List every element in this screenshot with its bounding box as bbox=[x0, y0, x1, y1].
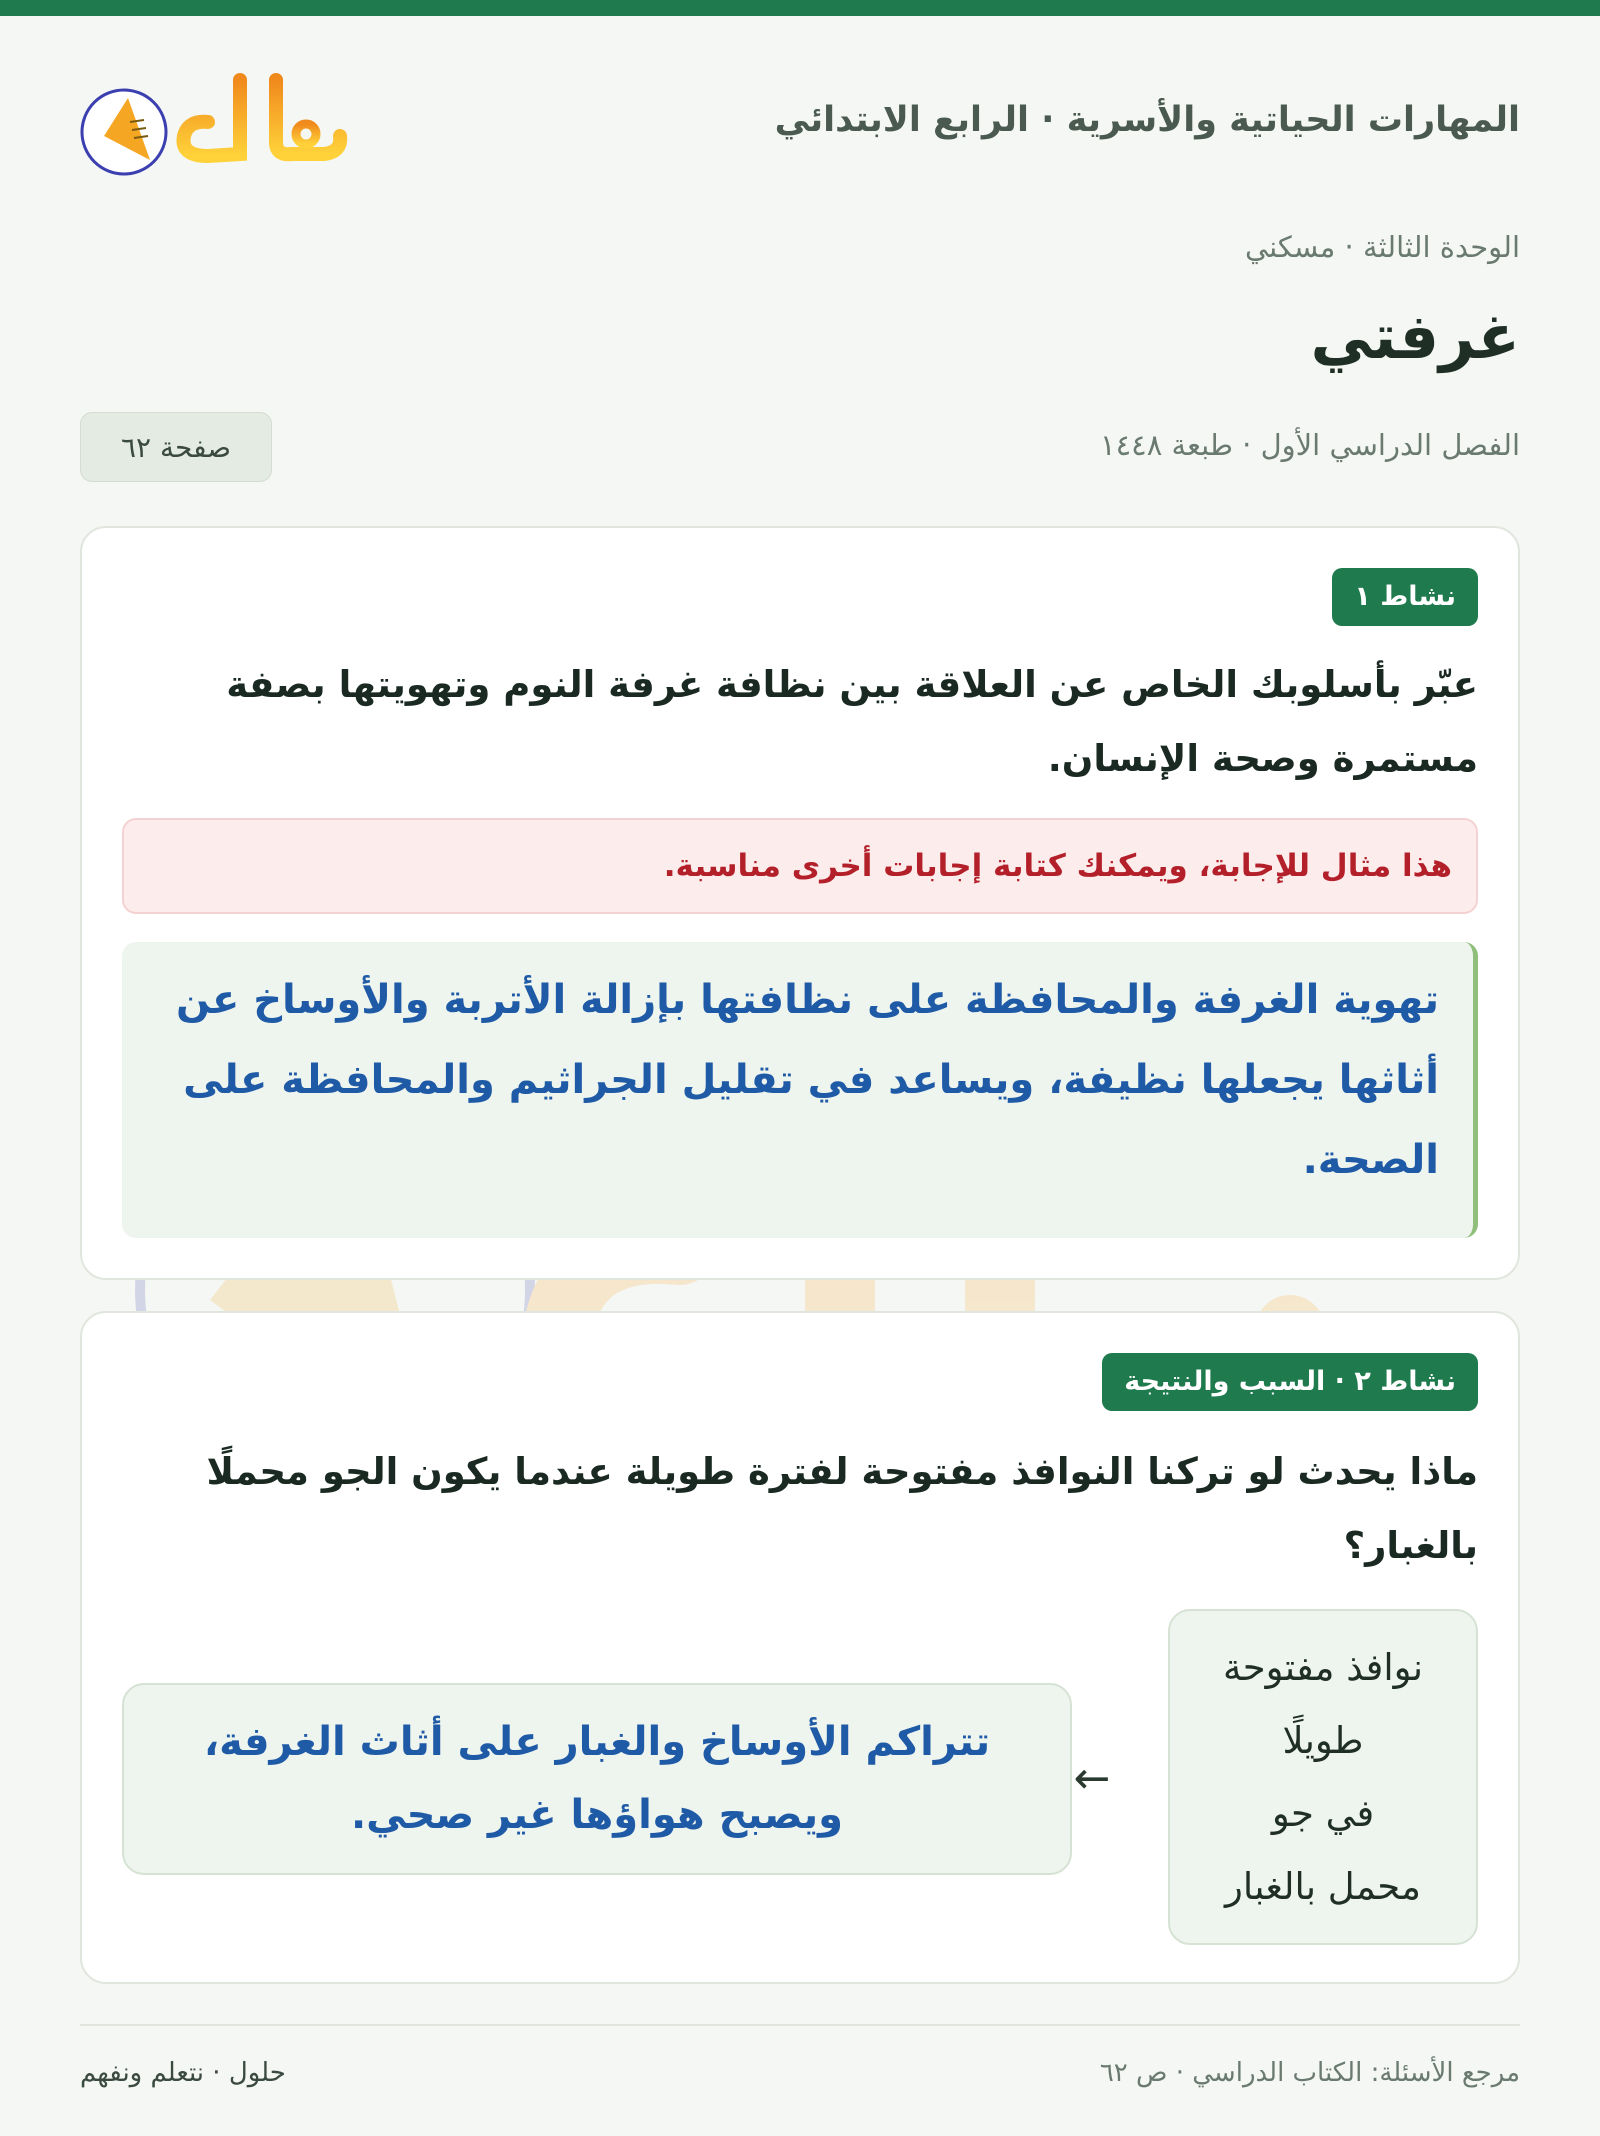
hulul-logo[interactable] bbox=[80, 70, 370, 190]
lesson-title: غرفتي bbox=[1310, 300, 1520, 373]
term-edition: الفصل الدراسي الأول · طبعة ١٤٤٨ bbox=[1100, 428, 1520, 462]
activity-2-tag: نشاط ٢ · السبب والنتيجة bbox=[1102, 1353, 1478, 1411]
unit-label: الوحدة الثالثة · مسكني bbox=[1244, 230, 1520, 264]
activity-2-question: ماذا يحدث لو تركنا النوافذ مفتوحة لفترة طويلة عندما يكون الجو محملًا بالغبار؟ bbox=[206, 1450, 1478, 1567]
subject-title: المهارات الحياتية والأسرية · الرابع الابتدائي bbox=[774, 100, 1520, 140]
top-accent-bar bbox=[0, 0, 1600, 16]
effect-line: ويصبح هواؤها غير صحي. bbox=[350, 1792, 844, 1838]
activity-1-card bbox=[80, 526, 1520, 1280]
activity-1-question: عبّر بأسلوبك الخاص عن العلاقة بين نظافة غرفة النوم وتهويتها بصفة مستمرة وصحة الإنسان. bbox=[226, 663, 1478, 780]
example-answer-note: هذا مثال للإجابة، ويمكنك كتابة إجابات أخرى مناسبة. bbox=[122, 818, 1478, 914]
cause-line: محمل بالغبار bbox=[1225, 1865, 1421, 1908]
cause-line: في جو bbox=[1271, 1792, 1375, 1835]
arrow-left-icon: ← bbox=[1073, 1753, 1111, 1804]
page-number-badge: صفحة ٦٢ bbox=[80, 412, 272, 482]
effect-box bbox=[122, 1683, 1072, 1875]
page-header bbox=[80, 70, 1520, 190]
footer-reference: مرجع الأسئلة: الكتاب الدراسي · ص ٦٢ bbox=[1099, 2058, 1520, 2088]
cause-line: نوافذ مفتوحة bbox=[1222, 1646, 1424, 1689]
footer-divider bbox=[80, 2024, 1520, 2026]
effect-line: تتراكم الأوساخ والغبار على أثاث الغرفة، bbox=[203, 1719, 991, 1765]
activity-1-answer: تهوية الغرفة والمحافظة على نظافتها بإزالة الأتربة والأوساخ عن أثاثها يجعلها نظيفة، ويساعد في تقليل الجراثيم والمحافظة على الصحة. bbox=[122, 942, 1478, 1238]
cause-box bbox=[1168, 1609, 1478, 1945]
cause-line: طويلًا bbox=[1282, 1719, 1364, 1762]
activity-2-card bbox=[80, 1311, 1520, 1984]
activity-1-tag: نشاط ١ bbox=[1332, 568, 1478, 626]
footer-brand[interactable]: حلول · نتعلم ونفهم bbox=[80, 2058, 286, 2088]
